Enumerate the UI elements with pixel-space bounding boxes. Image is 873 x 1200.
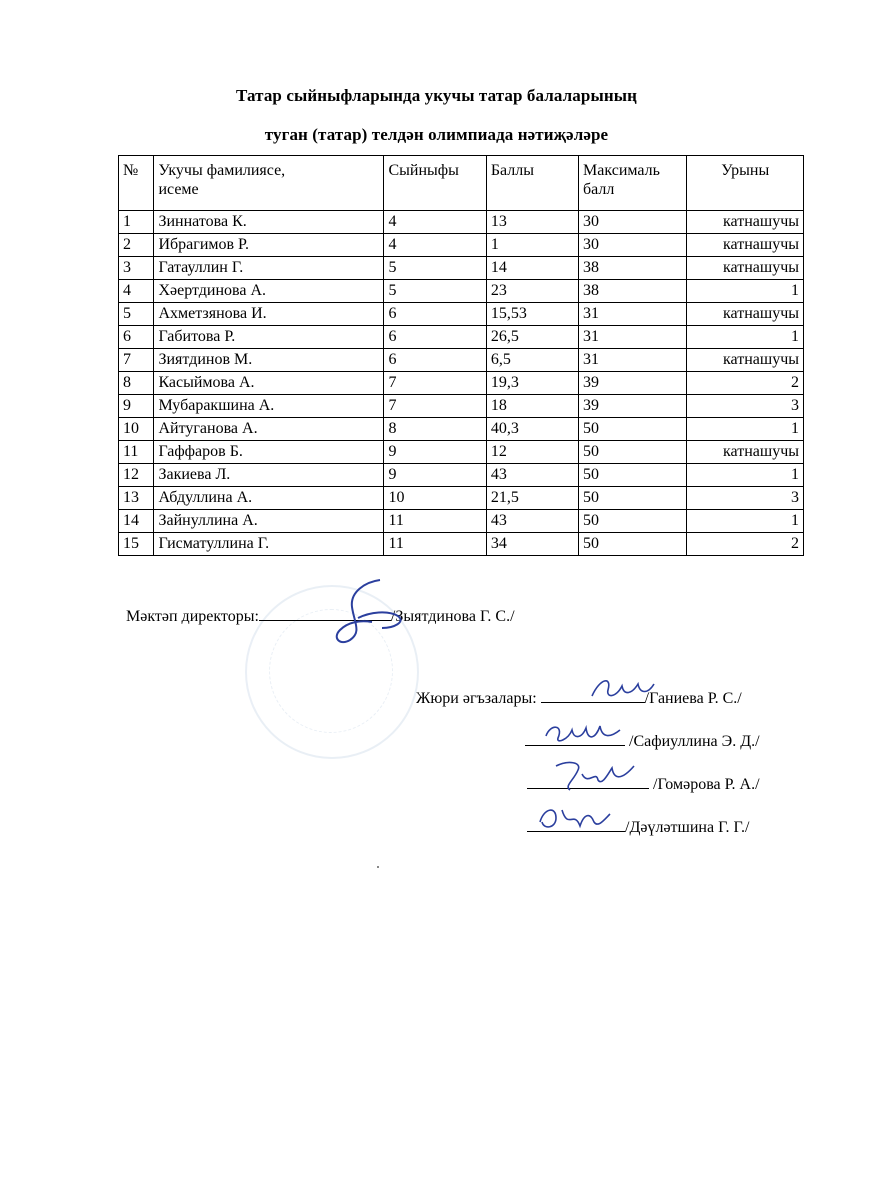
header-grade: Сыйныфы xyxy=(384,156,486,211)
jury-name-1: /Ганиева Р. С./ xyxy=(644,690,742,707)
cell-place: 1 xyxy=(687,510,804,533)
cell-place: катнашучы xyxy=(687,211,804,234)
jury-signature-2 xyxy=(540,716,626,750)
cell-max: 39 xyxy=(579,372,687,395)
cell-name: Мубаракшина А. xyxy=(154,395,384,418)
cell-max: 50 xyxy=(579,418,687,441)
cell-max: 31 xyxy=(579,326,687,349)
cell-grade: 5 xyxy=(384,257,486,280)
cell-grade: 4 xyxy=(384,234,486,257)
cell-grade: 9 xyxy=(384,464,486,487)
cell-max: 50 xyxy=(579,487,687,510)
cell-place: 1 xyxy=(687,418,804,441)
cell-place: 3 xyxy=(687,487,804,510)
cell-grade: 7 xyxy=(384,372,486,395)
cell-score: 19,3 xyxy=(486,372,578,395)
document-title-line2: туган (татар) телдән олимпиада нәтиҗәләре xyxy=(264,125,609,144)
cell-max: 50 xyxy=(579,441,687,464)
jury-label: Жюри әгъзалары: xyxy=(416,690,537,707)
table-row xyxy=(119,487,804,510)
cell-num: 6 xyxy=(119,326,154,349)
cell-score: 21,5 xyxy=(486,487,578,510)
cell-score: 40,3 xyxy=(486,418,578,441)
cell-max: 30 xyxy=(579,234,687,257)
header-score: Баллы xyxy=(486,156,578,211)
cell-name: Абдуллина А. xyxy=(154,487,384,510)
cell-num: 8 xyxy=(119,372,154,395)
cell-max: 50 xyxy=(579,510,687,533)
table-row xyxy=(119,510,804,533)
cell-place: катнашучы xyxy=(687,441,804,464)
table-row xyxy=(119,464,804,487)
cell-num: 7 xyxy=(119,349,154,372)
cell-name: Зайнуллина А. xyxy=(154,510,384,533)
cell-place: 1 xyxy=(687,280,804,303)
cell-name: Ибрагимов Р. xyxy=(154,234,384,257)
cell-max: 50 xyxy=(579,464,687,487)
cell-score: 15,53 xyxy=(486,303,578,326)
cell-place: 2 xyxy=(687,533,804,556)
cell-max: 50 xyxy=(579,533,687,556)
cell-place: катнашучы xyxy=(687,303,804,326)
cell-score: 23 xyxy=(486,280,578,303)
cell-name: Хәертдинова А. xyxy=(154,280,384,303)
cell-score: 12 xyxy=(486,441,578,464)
cell-place: 2 xyxy=(687,372,804,395)
cell-score: 43 xyxy=(486,464,578,487)
cell-grade: 8 xyxy=(384,418,486,441)
cell-place: катнашучы xyxy=(687,257,804,280)
table-row xyxy=(119,257,804,280)
cell-grade: 6 xyxy=(384,326,486,349)
cell-grade: 6 xyxy=(384,303,486,326)
cell-grade: 9 xyxy=(384,441,486,464)
table-row xyxy=(119,349,804,372)
header-max-line1: Максималь xyxy=(583,162,660,179)
jury-name-3: /Гомәрова Р. А./ xyxy=(653,776,760,793)
header-name-line1: Укучы фамилиясе, xyxy=(158,162,286,179)
cell-place: катнашучы xyxy=(687,349,804,372)
cell-name: Гатауллин Г. xyxy=(154,257,384,280)
jury-signature-3 xyxy=(548,756,638,794)
table-row xyxy=(119,372,804,395)
cell-max: 38 xyxy=(579,257,687,280)
results-table xyxy=(118,155,804,556)
jury-signature-1 xyxy=(588,672,658,706)
cell-num: 15 xyxy=(119,533,154,556)
cell-grade: 11 xyxy=(384,510,486,533)
cell-score: 14 xyxy=(486,257,578,280)
table-row xyxy=(119,441,804,464)
table-row xyxy=(119,211,804,234)
cell-num: 5 xyxy=(119,303,154,326)
table-row xyxy=(119,533,804,556)
cell-score: 43 xyxy=(486,510,578,533)
director-name: /Зыятдинова Г. С./ xyxy=(390,608,515,625)
cell-grade: 5 xyxy=(384,280,486,303)
scan-speck xyxy=(377,866,379,868)
table-row xyxy=(119,234,804,257)
table-row xyxy=(119,395,804,418)
cell-num: 13 xyxy=(119,487,154,510)
table-header-row xyxy=(119,156,804,211)
cell-name: Зиннатова К. xyxy=(154,211,384,234)
cell-name: Айтуганова А. xyxy=(154,418,384,441)
cell-num: 1 xyxy=(119,211,154,234)
table-row xyxy=(119,418,804,441)
cell-num: 12 xyxy=(119,464,154,487)
cell-name: Гисматуллина Г. xyxy=(154,533,384,556)
cell-grade: 10 xyxy=(384,487,486,510)
header-name-line2: исеме xyxy=(158,181,199,198)
cell-num: 4 xyxy=(119,280,154,303)
cell-grade: 6 xyxy=(384,349,486,372)
cell-name: Закиева Л. xyxy=(154,464,384,487)
cell-num: 14 xyxy=(119,510,154,533)
director-label: Мәктәп директоры: xyxy=(126,608,259,625)
cell-name: Ахметзянова И. xyxy=(154,303,384,326)
jury-signature-4 xyxy=(534,800,614,836)
cell-num: 2 xyxy=(119,234,154,257)
cell-num: 3 xyxy=(119,257,154,280)
cell-grade: 7 xyxy=(384,395,486,418)
cell-place: 1 xyxy=(687,326,804,349)
cell-name: Габитова Р. xyxy=(154,326,384,349)
header-name xyxy=(154,156,384,211)
cell-max: 39 xyxy=(579,395,687,418)
jury-line-1 xyxy=(416,688,742,708)
jury-name-4: /Дәүләтшина Г. Г./ xyxy=(625,819,750,836)
cell-score: 6,5 xyxy=(486,349,578,372)
header-max xyxy=(579,156,687,211)
cell-place: 1 xyxy=(687,464,804,487)
table-row xyxy=(119,280,804,303)
cell-score: 26,5 xyxy=(486,326,578,349)
cell-score: 34 xyxy=(486,533,578,556)
director-signature xyxy=(310,572,420,652)
cell-max: 31 xyxy=(579,303,687,326)
cell-max: 38 xyxy=(579,280,687,303)
cell-num: 9 xyxy=(119,395,154,418)
jury-name-2: /Сафиуллина Э. Д./ xyxy=(629,733,760,750)
cell-score: 13 xyxy=(486,211,578,234)
table-row xyxy=(119,303,804,326)
document-title-line1: Татар сыйныфларында укучы татар балаларының xyxy=(236,86,637,105)
cell-name: Касыймова А. xyxy=(154,372,384,395)
cell-name: Гаффаров Б. xyxy=(154,441,384,464)
cell-max: 30 xyxy=(579,211,687,234)
cell-score: 1 xyxy=(486,234,578,257)
cell-place: катнашучы xyxy=(687,234,804,257)
cell-num: 11 xyxy=(119,441,154,464)
cell-grade: 11 xyxy=(384,533,486,556)
cell-name: Зиятдинов М. xyxy=(154,349,384,372)
header-place: Урыны xyxy=(687,156,804,211)
cell-max: 31 xyxy=(579,349,687,372)
cell-grade: 4 xyxy=(384,211,486,234)
cell-score: 18 xyxy=(486,395,578,418)
header-num: № xyxy=(119,156,154,211)
cell-num: 10 xyxy=(119,418,154,441)
cell-place: 3 xyxy=(687,395,804,418)
table-row xyxy=(119,326,804,349)
header-max-line2: балл xyxy=(583,181,615,198)
